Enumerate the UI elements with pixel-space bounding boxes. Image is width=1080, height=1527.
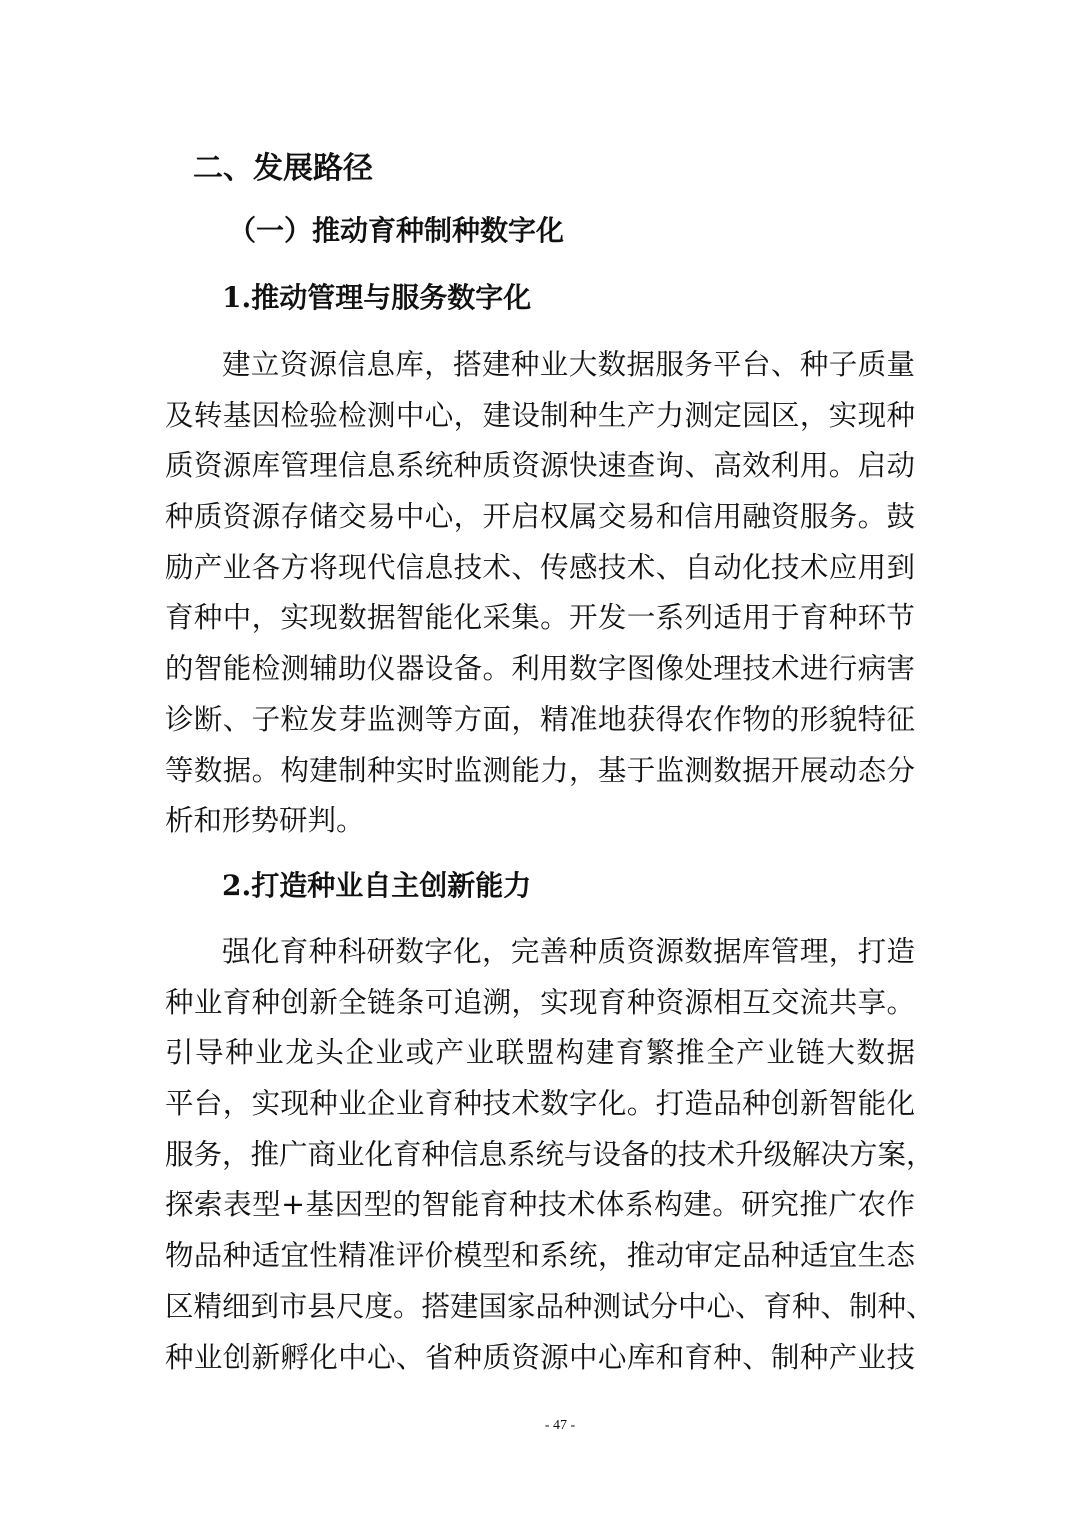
section-heading: （一）推动育种制种数字化: [228, 214, 565, 247]
text-line: 的智能检测辅助仪器设备。利用数字图像处理技术进行病害: [165, 652, 915, 686]
text-line: 种业创新孵化中心、省种质资源中心库和育种、制种产业技: [165, 1340, 915, 1374]
paragraph-1: [165, 340, 915, 847]
text-line: 平台，实现种业企业育种技术数字化。打造品种创新智能化: [165, 1087, 915, 1121]
text-line: 服务，推广商业化育种信息系统与设备的技术升级解决方案，: [165, 1137, 935, 1171]
text-line: 探索表型+基因型的智能育种技术体系构建。研究推广农作: [165, 1188, 915, 1222]
text-line: 及转基因检验检测中心，建设制种生产力测定园区，实现种: [165, 398, 915, 432]
text-line: 等数据。构建制种实时监测能力，基于监测数据开展动态分: [165, 753, 915, 787]
text-line: 励产业各方将现代信息技术、传感技术、自动化技术应用到: [165, 550, 915, 584]
text-line: 物品种适宜性精准评价模型和系统，推动审定品种适宜生态: [165, 1239, 915, 1273]
paragraph-2: [165, 927, 935, 1383]
text-line: 育种中，实现数据智能化采集。开发一系列适用于育种环节: [165, 601, 915, 635]
page-number: - 47 -: [544, 1418, 576, 1433]
text-line: 建立资源信息库，搭建种业大数据服务平台、种子质量: [222, 348, 915, 381]
text-line: 质资源库管理信息系统种质资源快速查询、高效利用。启动: [165, 449, 915, 483]
text-line: 析和形势研判。: [165, 804, 365, 838]
text-line: 引导种业龙头企业或产业联盟构建育繁推全产业链大数据: [165, 1036, 915, 1070]
text-line: 区精细到市县尺度。搭建国家品种测试分中心、育种、制种、: [165, 1289, 935, 1323]
subsection-heading-2: 2.打造种业自主创新能力: [222, 869, 532, 902]
subsection-heading-1: 1.推动管理与服务数字化: [222, 281, 532, 314]
text-line: 诊断、子粒发芽监测等方面，精准地获得农作物的形貌特征: [165, 702, 915, 736]
text-line: 种质资源存储交易中心，开启权属交易和信用融资服务。鼓: [165, 500, 915, 534]
chapter-heading: 二、发展路径: [193, 151, 373, 186]
text-line: 种业育种创新全链条可追溯，实现育种资源相互交流共享。: [165, 985, 915, 1019]
text-line: 强化育种科研数字化，完善种质资源数据库管理，打造: [222, 935, 915, 968]
